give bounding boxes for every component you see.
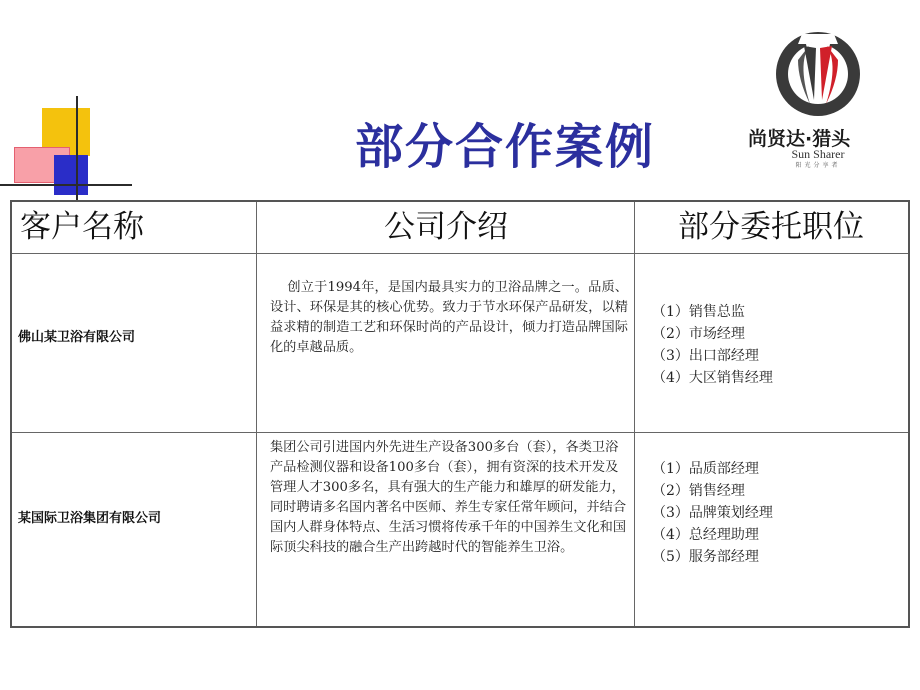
cases-table [10, 200, 910, 628]
header-client-name: 客户名称 [20, 209, 144, 245]
row-divider [12, 253, 908, 254]
position-item: （4）大区销售经理 [652, 370, 773, 386]
company-intro-1: 创立于1994年，是国内最具实力的卫浴品牌之一。品质、设计、环保是其的核心优势。致力于节水环保产品研发，以精益求精的制造工艺和环保时尚的产品设计，倾力打造品牌国际化的卓越品质。 [270, 280, 628, 355]
decor-horizontal-line [0, 184, 132, 186]
position-item: （2）销售经理 [652, 483, 745, 499]
column-divider [256, 202, 257, 626]
company-intro-2: 集团公司引进国内外先进生产设备300多台（套），各类卫浴产品检测仪器和设备100多台（套），拥有资深的技术开发及管理人才300多名，具有强大的生产能力和雄厚的研发能力，同时聘请多名国内著名中医师、养生专家任常年顾问，并结合国内人群身体特点、生活习惯将传承千年的中国养生文化和国际顶尖科技的融合生产出跨越时代的智能养生卫浴。 [270, 440, 627, 555]
logo-tagline: 阳光分享者 [795, 162, 841, 169]
position-item: （1）销售总监 [652, 304, 745, 320]
client-name-1: 佛山某卫浴有限公司 [18, 330, 136, 345]
header-company-intro: 公司介绍 [384, 209, 508, 245]
column-divider [634, 202, 635, 626]
position-item: （4）总经理助理 [652, 527, 759, 543]
logo-subtitle: Sun Sharer [791, 147, 845, 161]
client-name-2: 某国际卫浴集团有限公司 [18, 511, 162, 526]
position-item: （3）品牌策划经理 [652, 505, 773, 521]
positions-list-1 [652, 301, 892, 389]
row-divider [12, 432, 908, 433]
position-item: （3）出口部经理 [652, 348, 759, 364]
positions-list-2 [652, 458, 892, 568]
position-item: （1）品质部经理 [652, 461, 759, 477]
page-title: 部分合作案例 [354, 119, 655, 175]
position-item: （5）服务部经理 [652, 549, 759, 565]
position-item: （2）市场经理 [652, 326, 745, 342]
logo-brand-text: 尚贤达·猎头 [748, 128, 851, 150]
header-positions: 部分委托职位 [678, 209, 864, 245]
